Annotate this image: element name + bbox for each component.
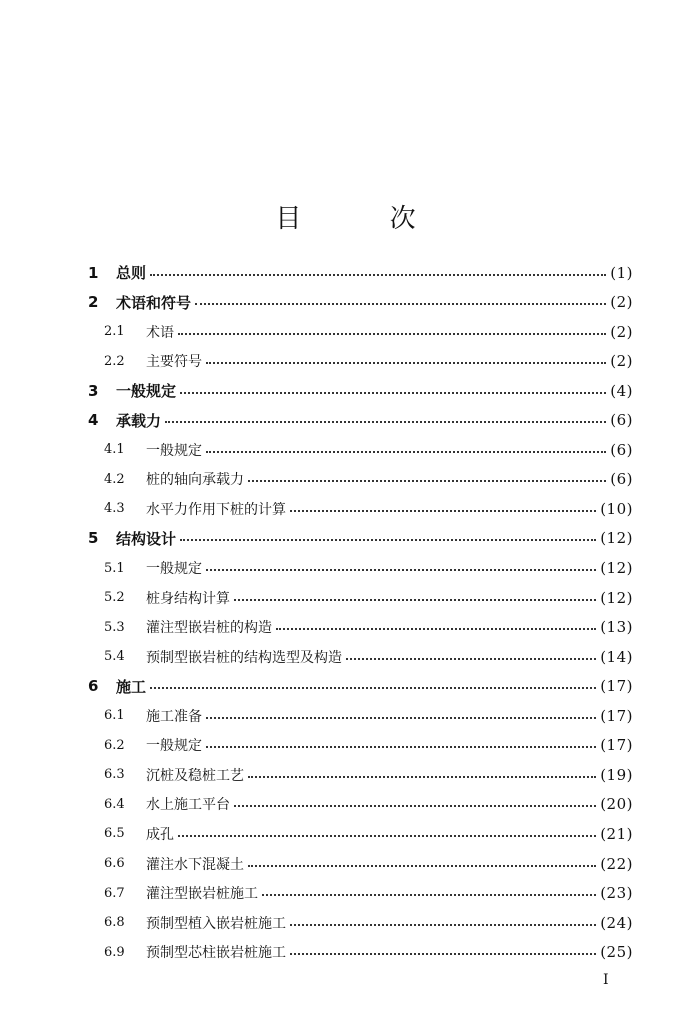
toc-entry-number: 6.5	[104, 826, 125, 842]
toc-entry-number: 1	[88, 263, 99, 282]
toc-entry-number: 5.1	[104, 560, 125, 576]
toc-entry-title: 灌注型嵌岩桩的构造	[146, 620, 272, 637]
toc-entry-number: 4	[88, 411, 99, 430]
toc-entry-page: (2)	[610, 293, 633, 312]
toc-entry-page: (1)	[610, 263, 633, 282]
toc-entry-body	[146, 913, 633, 933]
toc-entry-title: 预制型嵌岩桩的结构选型及构造	[146, 649, 342, 666]
dot-leader	[165, 421, 606, 423]
toc-entry-number: 4.1	[104, 442, 125, 458]
toc-entry[interactable]	[0, 494, 691, 523]
toc-entry-title: 桩的轴向承载力	[146, 472, 244, 489]
toc-entry-body	[146, 558, 633, 578]
toc-entry-page: (17)	[600, 677, 633, 696]
dot-leader	[262, 894, 596, 896]
toc-entry-title: 预制型芯柱嵌岩桩施工	[146, 945, 286, 962]
toc-entry-number: 6.7	[104, 885, 125, 901]
toc-entry[interactable]	[0, 465, 691, 494]
toc-entry[interactable]	[0, 701, 691, 730]
toc-entry-page: (20)	[600, 795, 633, 814]
toc-entry[interactable]	[0, 583, 691, 612]
toc-entry-title: 灌注型嵌岩桩施工	[146, 886, 258, 903]
toc-entry[interactable]	[0, 435, 691, 464]
dot-leader	[248, 776, 596, 778]
toc-entry-number: 4.2	[104, 471, 125, 487]
toc-entry-body	[146, 647, 633, 667]
toc-entry[interactable]	[0, 731, 691, 760]
page-number: I	[603, 972, 609, 988]
toc-entry-number: 6.6	[104, 856, 125, 871]
toc-entry[interactable]	[0, 317, 691, 346]
dot-leader	[206, 362, 606, 364]
toc-entry[interactable]	[0, 376, 691, 405]
toc-entry-body	[146, 883, 633, 903]
toc-entry-page: (6)	[610, 440, 633, 459]
toc-entry-page: (13)	[600, 618, 633, 637]
dot-leader	[180, 539, 596, 541]
dot-leader	[290, 510, 596, 512]
toc-entry-page: (22)	[600, 854, 633, 873]
toc-entry-page: (2)	[610, 352, 633, 371]
toc-entry-title: 术语和符号	[116, 293, 192, 312]
toc-entry-number: 3	[88, 381, 99, 400]
toc-entry-page: (10)	[600, 499, 633, 518]
toc-entry-page: (6)	[610, 411, 633, 430]
toc-entry-number: 5.2	[104, 590, 125, 606]
toc-entry-page: (4)	[610, 381, 633, 400]
toc-entry-body	[146, 499, 633, 519]
toc-entry-number: 2.1	[104, 324, 125, 340]
toc-entry-title: 一般规定	[146, 442, 202, 459]
toc-entry-page: (12)	[600, 588, 633, 607]
toc-entry-body	[116, 410, 633, 431]
toc-entry-title: 承载力	[116, 411, 162, 430]
toc-entry[interactable]	[0, 406, 691, 435]
toc-entry-page: (12)	[600, 529, 633, 548]
toc-entry-title: 沉桩及稳桩工艺	[146, 767, 244, 784]
toc-entry-number: 4.3	[104, 501, 125, 517]
dot-leader	[206, 746, 596, 748]
toc-entry-body	[146, 765, 633, 785]
toc-entry[interactable]	[0, 760, 691, 789]
toc-entry-number: 6.1	[104, 708, 125, 724]
toc-entry-title: 施工	[116, 677, 147, 696]
toc-entry-number: 5	[88, 529, 99, 548]
dot-leader	[206, 569, 596, 571]
toc-entry[interactable]	[0, 938, 691, 967]
toc-entry[interactable]	[0, 554, 691, 583]
toc-entry-page: (17)	[600, 736, 633, 755]
toc-entry[interactable]	[0, 849, 691, 878]
dot-leader	[276, 628, 596, 630]
toc-entry-page: (17)	[600, 706, 633, 725]
dot-leader	[248, 480, 606, 482]
toc-entry-body	[146, 617, 633, 637]
toc-entry[interactable]	[0, 258, 691, 287]
toc-entry-title: 总则	[116, 264, 147, 282]
toc-entry-page: (12)	[600, 559, 633, 577]
toc-entry[interactable]	[0, 288, 691, 317]
toc-entry-title: 一般规定	[116, 382, 177, 401]
dot-leader	[195, 303, 606, 305]
toc-entry-body	[116, 292, 633, 313]
toc-entry-body	[146, 854, 633, 874]
dot-leader	[178, 835, 596, 837]
toc-entry[interactable]	[0, 879, 691, 908]
toc-entry-page: (6)	[610, 470, 633, 489]
toc-entry-title: 主要符号	[146, 354, 202, 371]
toc-entry[interactable]	[0, 672, 691, 701]
toc-entry-body	[116, 528, 633, 549]
dot-leader	[150, 687, 596, 689]
toc-entry-number: 2	[88, 293, 99, 312]
toc-entry-body	[146, 824, 633, 844]
dot-leader	[206, 451, 606, 453]
toc-entry[interactable]	[0, 347, 691, 376]
dot-leader	[248, 865, 596, 867]
toc-entry[interactable]	[0, 613, 691, 642]
toc-entry-page: (19)	[600, 765, 633, 784]
toc-entry-title: 一般规定	[146, 738, 202, 755]
toc-entry-body	[116, 262, 633, 283]
page-title: 目 次	[275, 204, 456, 234]
toc-entry-body	[146, 735, 633, 755]
toc-entry-number: 6.8	[104, 915, 125, 931]
dot-leader	[290, 924, 596, 926]
toc-entry-body	[116, 676, 633, 697]
toc-entry[interactable]	[0, 524, 691, 553]
dot-leader	[206, 717, 596, 719]
toc-entry-title: 结构设计	[116, 529, 177, 548]
toc-entry-body	[146, 794, 633, 814]
toc-entry-page: (25)	[600, 943, 633, 962]
toc-entry-body	[146, 351, 633, 371]
toc-entry-title: 施工准备	[146, 708, 202, 725]
toc-entry-title: 水上施工平台	[146, 797, 230, 814]
toc-entry-body	[146, 440, 633, 460]
toc-entry-title: 术语	[146, 324, 174, 341]
dot-leader	[346, 658, 596, 660]
toc-entry-body	[146, 588, 633, 608]
toc-entry[interactable]	[0, 819, 691, 848]
toc-entry-page: (24)	[600, 913, 633, 932]
toc-entry[interactable]	[0, 908, 691, 937]
dot-leader	[234, 805, 596, 807]
dot-leader	[180, 392, 606, 394]
toc-entry-page: (14)	[600, 647, 633, 666]
toc-entry-page: (2)	[610, 322, 633, 341]
toc-entry-title: 成孔	[146, 826, 174, 843]
toc-entry-number: 6.9	[104, 944, 125, 960]
toc-entry-number: 6.2	[104, 737, 125, 753]
dot-leader	[290, 953, 596, 955]
toc-entry-title: 桩身结构计算	[146, 590, 230, 607]
dot-leader	[234, 599, 596, 601]
toc-entry-title: 水平力作用下桩的计算	[146, 501, 286, 518]
toc-entry-number: 2.2	[104, 353, 125, 369]
toc-entry-page: (21)	[600, 824, 633, 843]
toc-entry-number: 6	[88, 677, 99, 696]
dot-leader	[150, 274, 606, 276]
toc-entry-body	[146, 942, 633, 962]
toc-entry-number: 6.4	[104, 796, 125, 812]
toc-entry-body	[146, 469, 633, 489]
toc-entry-body	[116, 380, 633, 401]
dot-leader	[178, 333, 606, 335]
toc-entry-title: 灌注水下混凝土	[146, 856, 244, 873]
toc-entry-number: 6.3	[104, 767, 125, 783]
toc-entry-title: 一般规定	[146, 561, 202, 577]
toc-entry-title: 预制型植入嵌岩桩施工	[146, 915, 286, 932]
toc-entry-page: (23)	[600, 884, 633, 903]
toc-entry-number: 5.3	[104, 619, 125, 635]
toc-entry[interactable]	[0, 642, 691, 671]
toc-entry[interactable]	[0, 790, 691, 819]
toc-entry-number: 5.4	[104, 649, 125, 665]
toc-entry-body	[146, 322, 633, 342]
toc-entry-body	[146, 706, 633, 726]
